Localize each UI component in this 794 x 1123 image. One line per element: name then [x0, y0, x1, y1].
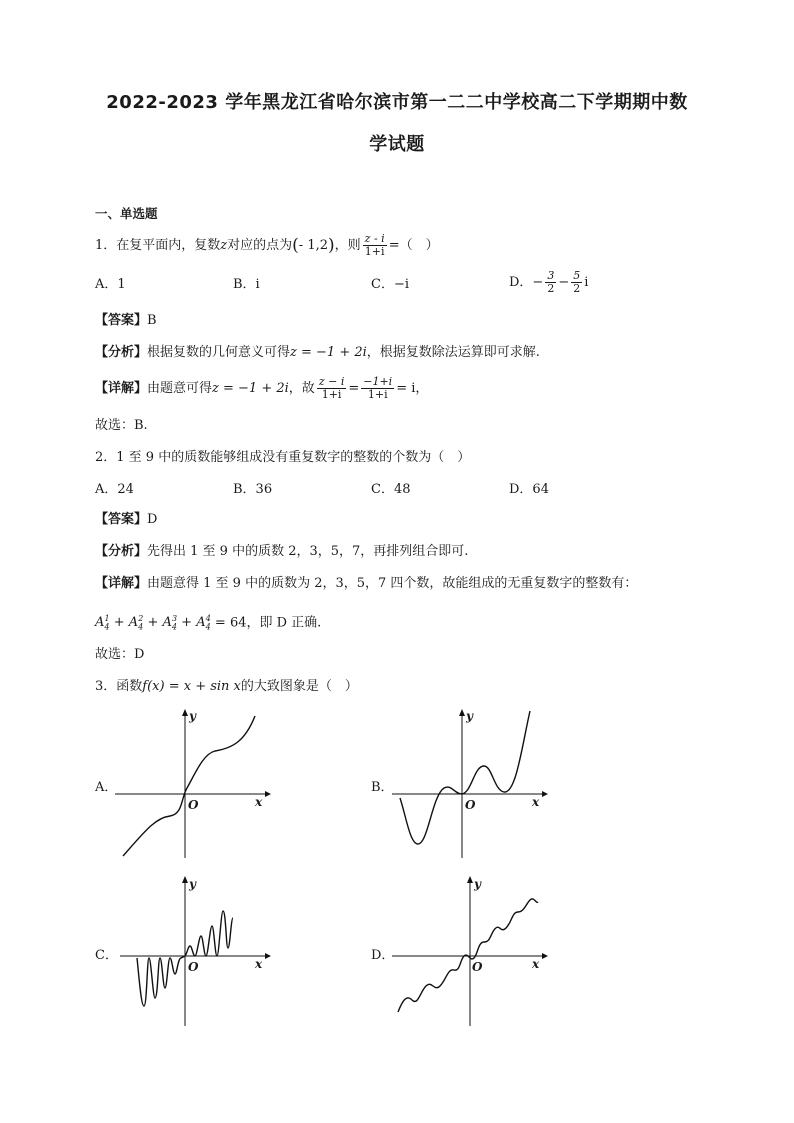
origin-label: O — [472, 960, 483, 974]
question-3: 3．函数f(x) = x + sin x的大致图象是（ ） — [95, 679, 358, 694]
q2-option-d: D．64 — [509, 482, 549, 497]
q2-choose: 故选：D — [95, 647, 145, 662]
q1-option-c: C．−i — [371, 277, 409, 292]
q2-answer: 【答案】D — [95, 512, 158, 527]
q3-graph-b — [392, 706, 552, 866]
q3-graph-d — [392, 876, 552, 1036]
q1-option-b: B．i — [233, 277, 260, 292]
page-title-line2: 学试题 — [369, 134, 425, 155]
x-axis-label: x — [255, 957, 263, 971]
y-axis-label: y — [474, 877, 481, 891]
q3-option-b-label: B． — [371, 780, 394, 795]
q1-point: - 1,2 — [298, 238, 328, 253]
origin-label: O — [188, 798, 199, 812]
q1-analysis: 【分析】根据复数的几何意义可得z = −1 + 2i，根据复数除法运算即可求解. — [95, 345, 540, 360]
q3-option-c-label: C． — [95, 948, 118, 963]
q2-option-a: A．24 — [95, 482, 134, 497]
q2-option-b: B．36 — [233, 482, 273, 497]
q1-option-a: A．1 — [95, 277, 126, 292]
q3-option-a-label: A． — [95, 780, 118, 795]
q2-analysis: 【分析】先得出 1 至 9 中的质数 2，3，5，7，再排列组合即可. — [95, 544, 469, 559]
y-axis-label: y — [189, 877, 196, 891]
q2-formula: $A_4^1 + A_4^2 + A_4^3 + A_4^4 = 64$，即 D 正确. — [95, 614, 322, 632]
q3-graph-a — [115, 706, 275, 866]
q1-prefix: 1．在复平面内，复数 — [95, 238, 221, 253]
q1-mid: 对应的点为 — [227, 238, 293, 253]
page-title-line1: 2022-2023 学年黑龙江省哈尔滨市第一二二中学校高二下学期期中数 — [106, 92, 688, 113]
origin-label: O — [465, 798, 476, 812]
q1-then: ，则 — [334, 238, 361, 253]
x-axis-label: x — [532, 957, 540, 971]
q1-choose: 故选：B. — [95, 418, 148, 433]
q1-tail: =（ ） — [388, 238, 439, 253]
q3-graph-c — [115, 876, 275, 1036]
q1-var: z — [220, 238, 228, 253]
q1-answer: 【答案】B — [95, 313, 157, 328]
x-axis-label: x — [255, 795, 263, 809]
question-1: 1．在复平面内，复数z对应的点为(- 1,2)，则 $\frac{z - i}{1+i}$ =（ ） — [95, 232, 439, 258]
curve-d — [398, 899, 538, 1012]
x-axis-label: x — [532, 795, 540, 809]
section-heading: 一、单选题 — [95, 206, 158, 221]
y-axis-label: y — [466, 709, 473, 723]
q1-detail: 【详解】由题意可得z = −1 + 2i，故 $\frac{z - i}{1+i}$ = $\frac{-1+i}{1+i}$ = i， — [95, 375, 429, 401]
curve-a — [123, 716, 255, 856]
y-axis-label: y — [189, 709, 196, 723]
origin-label: O — [188, 960, 199, 974]
question-2: 2．1 至 9 中的质数能够组成没有重复数字的整数的个数为（ ） — [95, 450, 471, 465]
q3-option-d-label: D． — [371, 948, 395, 963]
q1-fraction: $\frac{z - i}{1+i}$ — [364, 232, 385, 258]
q1-option-d: D．− $\frac{3}{2}$ − $\frac{5}{2}$ i — [509, 269, 589, 295]
q2-detail: 【详解】由题意得 1 至 9 中的质数为 2，3，5，7 四个数，故能组成的无重复数字的整数有： — [95, 576, 638, 591]
curve-b — [400, 711, 530, 844]
q2-option-c: C．48 — [371, 482, 411, 497]
